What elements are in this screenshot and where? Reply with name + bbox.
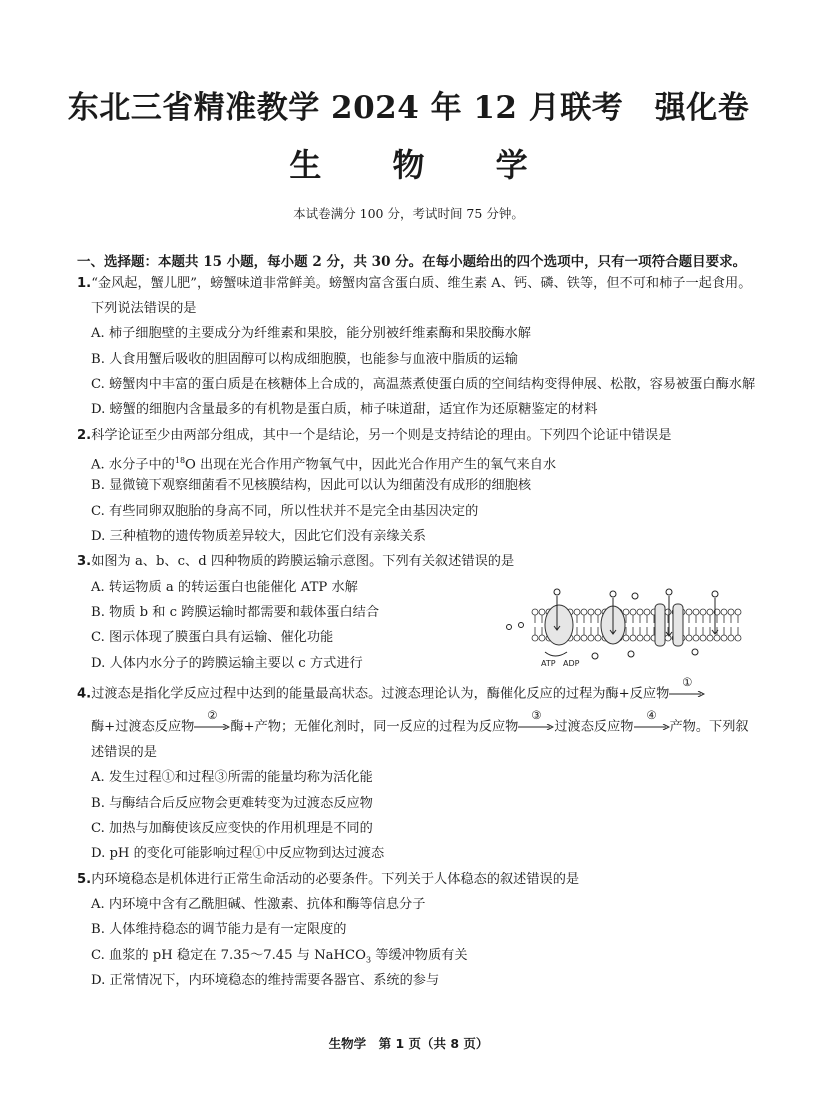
reaction-arrow-2: ②	[194, 719, 230, 735]
option-5a: A. 内环境中含有乙酰胆碱、性激素、抗体和酶等信息分子	[91, 897, 426, 912]
question-5-stem: 5.内环境稳态是机体进行正常生命活动的必要条件。下列关于人体稳态的叙述错误的是	[77, 872, 580, 887]
page-footer: 生物学 第 1 页（共 8 页）	[328, 1036, 489, 1051]
option-3d: D. 人体内水分子的跨膜运输主要以 c 方式进行	[91, 656, 363, 671]
option-5b: B. 人体维持稳态的调节能力是有一定限度的	[91, 922, 347, 937]
question-number: 4.	[77, 686, 92, 702]
question-number: 5.	[77, 872, 92, 887]
option-1c: C. 螃蟹肉中丰富的蛋白质是在核糖体上合成的，高温蒸煮使蛋白质的空间结构变得伸展、松散，容易被蛋白酶水解	[91, 377, 756, 392]
option-1a: A. 柿子细胞壁的主要成分为纤维素和果胶，能分别被纤维素酶和果胶酶水解	[91, 326, 531, 341]
option-2d: D. 三种植物的遗传物质差异较大，因此它们没有亲缘关系	[91, 529, 426, 544]
option-2b: B. 显微镜下观察细菌看不见核膜结构，因此可以认为细菌没有成形的细胞核	[91, 478, 532, 493]
option-3c: C. 图示体现了膜蛋白具有运输、催化功能	[91, 630, 334, 645]
membrane-transport-figure	[495, 582, 745, 670]
membrane-diagram	[495, 582, 745, 670]
reaction-arrow-1: ①	[669, 686, 705, 702]
reaction-arrow-3: ③	[518, 719, 554, 735]
option-4b: B. 与酶结合后反应物会更难转变为过渡态反应物	[91, 796, 373, 811]
option-3a: A. 转运物质 a 的转运蛋白也能催化 ATP 水解	[91, 580, 358, 595]
molecule-a	[554, 589, 560, 595]
reaction-arrow-4: ④	[634, 719, 670, 735]
pump-protein	[545, 605, 573, 645]
question-1-stem: 1.“金风起，蟹儿肥”，螃蟹味道非常鲜美。螃蟹肉富含蛋白质、维生素 A、钙、磷、铁等，但不可和柿子一起食用。	[77, 276, 752, 291]
question-1-stem-cont: 下列说法错误的是	[91, 301, 197, 316]
atp-label: ATP	[541, 659, 556, 668]
option-3b: B. 物质 b 和 c 跨膜运输时都需要和载体蛋白结合	[91, 605, 380, 620]
option-2a: A. 水分子中的$^{18}$O 出现在光合作用产物氧气中，因此光合作用产生的氧气来自水	[91, 456, 557, 473]
channel-protein-right	[673, 604, 683, 646]
adp-label: ADP	[563, 659, 580, 668]
question-4-stem-cont: 酶+过渡态反应物 ② 酶+产物；无催化剂时，同一反应的过程为反应物 ③ 过渡态反应物 ④ 产物。下列叙	[91, 708, 749, 735]
molecule-c	[666, 589, 672, 595]
molecule-d	[712, 591, 718, 597]
molecule-b	[610, 591, 616, 597]
question-4-stem-end: 述错误的是	[91, 745, 157, 760]
option-1b: B. 人食用蟹后吸收的胆固醇可以构成细胞膜，也能参与血液中脂质的运输	[91, 352, 518, 367]
question-2-stem: 2.科学论证至少由两部分组成，其中一个是结论，另一个则是支持结论的理由。下列四个论证中错误是	[77, 428, 672, 443]
option-4d: D. pH 的变化可能影响过程①中反应物到达过渡态	[91, 846, 385, 861]
exam-note: 本试卷满分 100 分，考试时间 75 分钟。	[293, 206, 524, 221]
question-number: 2.	[77, 428, 92, 443]
question-number: 1.	[77, 276, 92, 291]
exam-title: 东北三省精准教学 2024 年 12 月联考 强化卷	[67, 90, 750, 126]
option-4c: C. 加热与加酶使该反应变快的作用机理是不同的	[91, 821, 373, 836]
question-4-stem: 4.过渡态是指化学反应过程中达到的能量最高状态。过渡态理论认为，酶催化反应的过程为酶+反应物 ①	[77, 686, 705, 703]
option-5c: C. 血浆的 pH 稳定在 7.35～7.45 与 NaHCO$_3$ 等缓冲物质有关	[91, 948, 468, 965]
section-heading: 一、选择题：本题共 15 小题，每小题 2 分，共 30 分。在每小题给出的四个选项中，只有一项符合题目要求。	[77, 254, 747, 270]
subject-title: 生 物 学	[289, 146, 558, 184]
question-3-stem: 3.如图为 a、b、c、d 四种物质的跨膜运输示意图。下列有关叙述错误的是	[77, 554, 515, 569]
option-1d: D. 螃蟹的细胞内含量最多的有机物是蛋白质，柿子味道甜，适宜作为还原糖鉴定的材料	[91, 402, 598, 417]
option-4a: A. 发生过程①和过程③所需的能量均称为活化能	[91, 770, 373, 785]
question-number: 3.	[77, 554, 92, 569]
channel-protein-left	[655, 604, 665, 646]
option-2c: C. 有些同卵双胞胎的身高不同，所以性状并不是完全由基因决定的	[91, 504, 479, 519]
option-5d: D. 正常情况下，内环境稳态的维持需要各器官、系统的参与	[91, 973, 440, 988]
